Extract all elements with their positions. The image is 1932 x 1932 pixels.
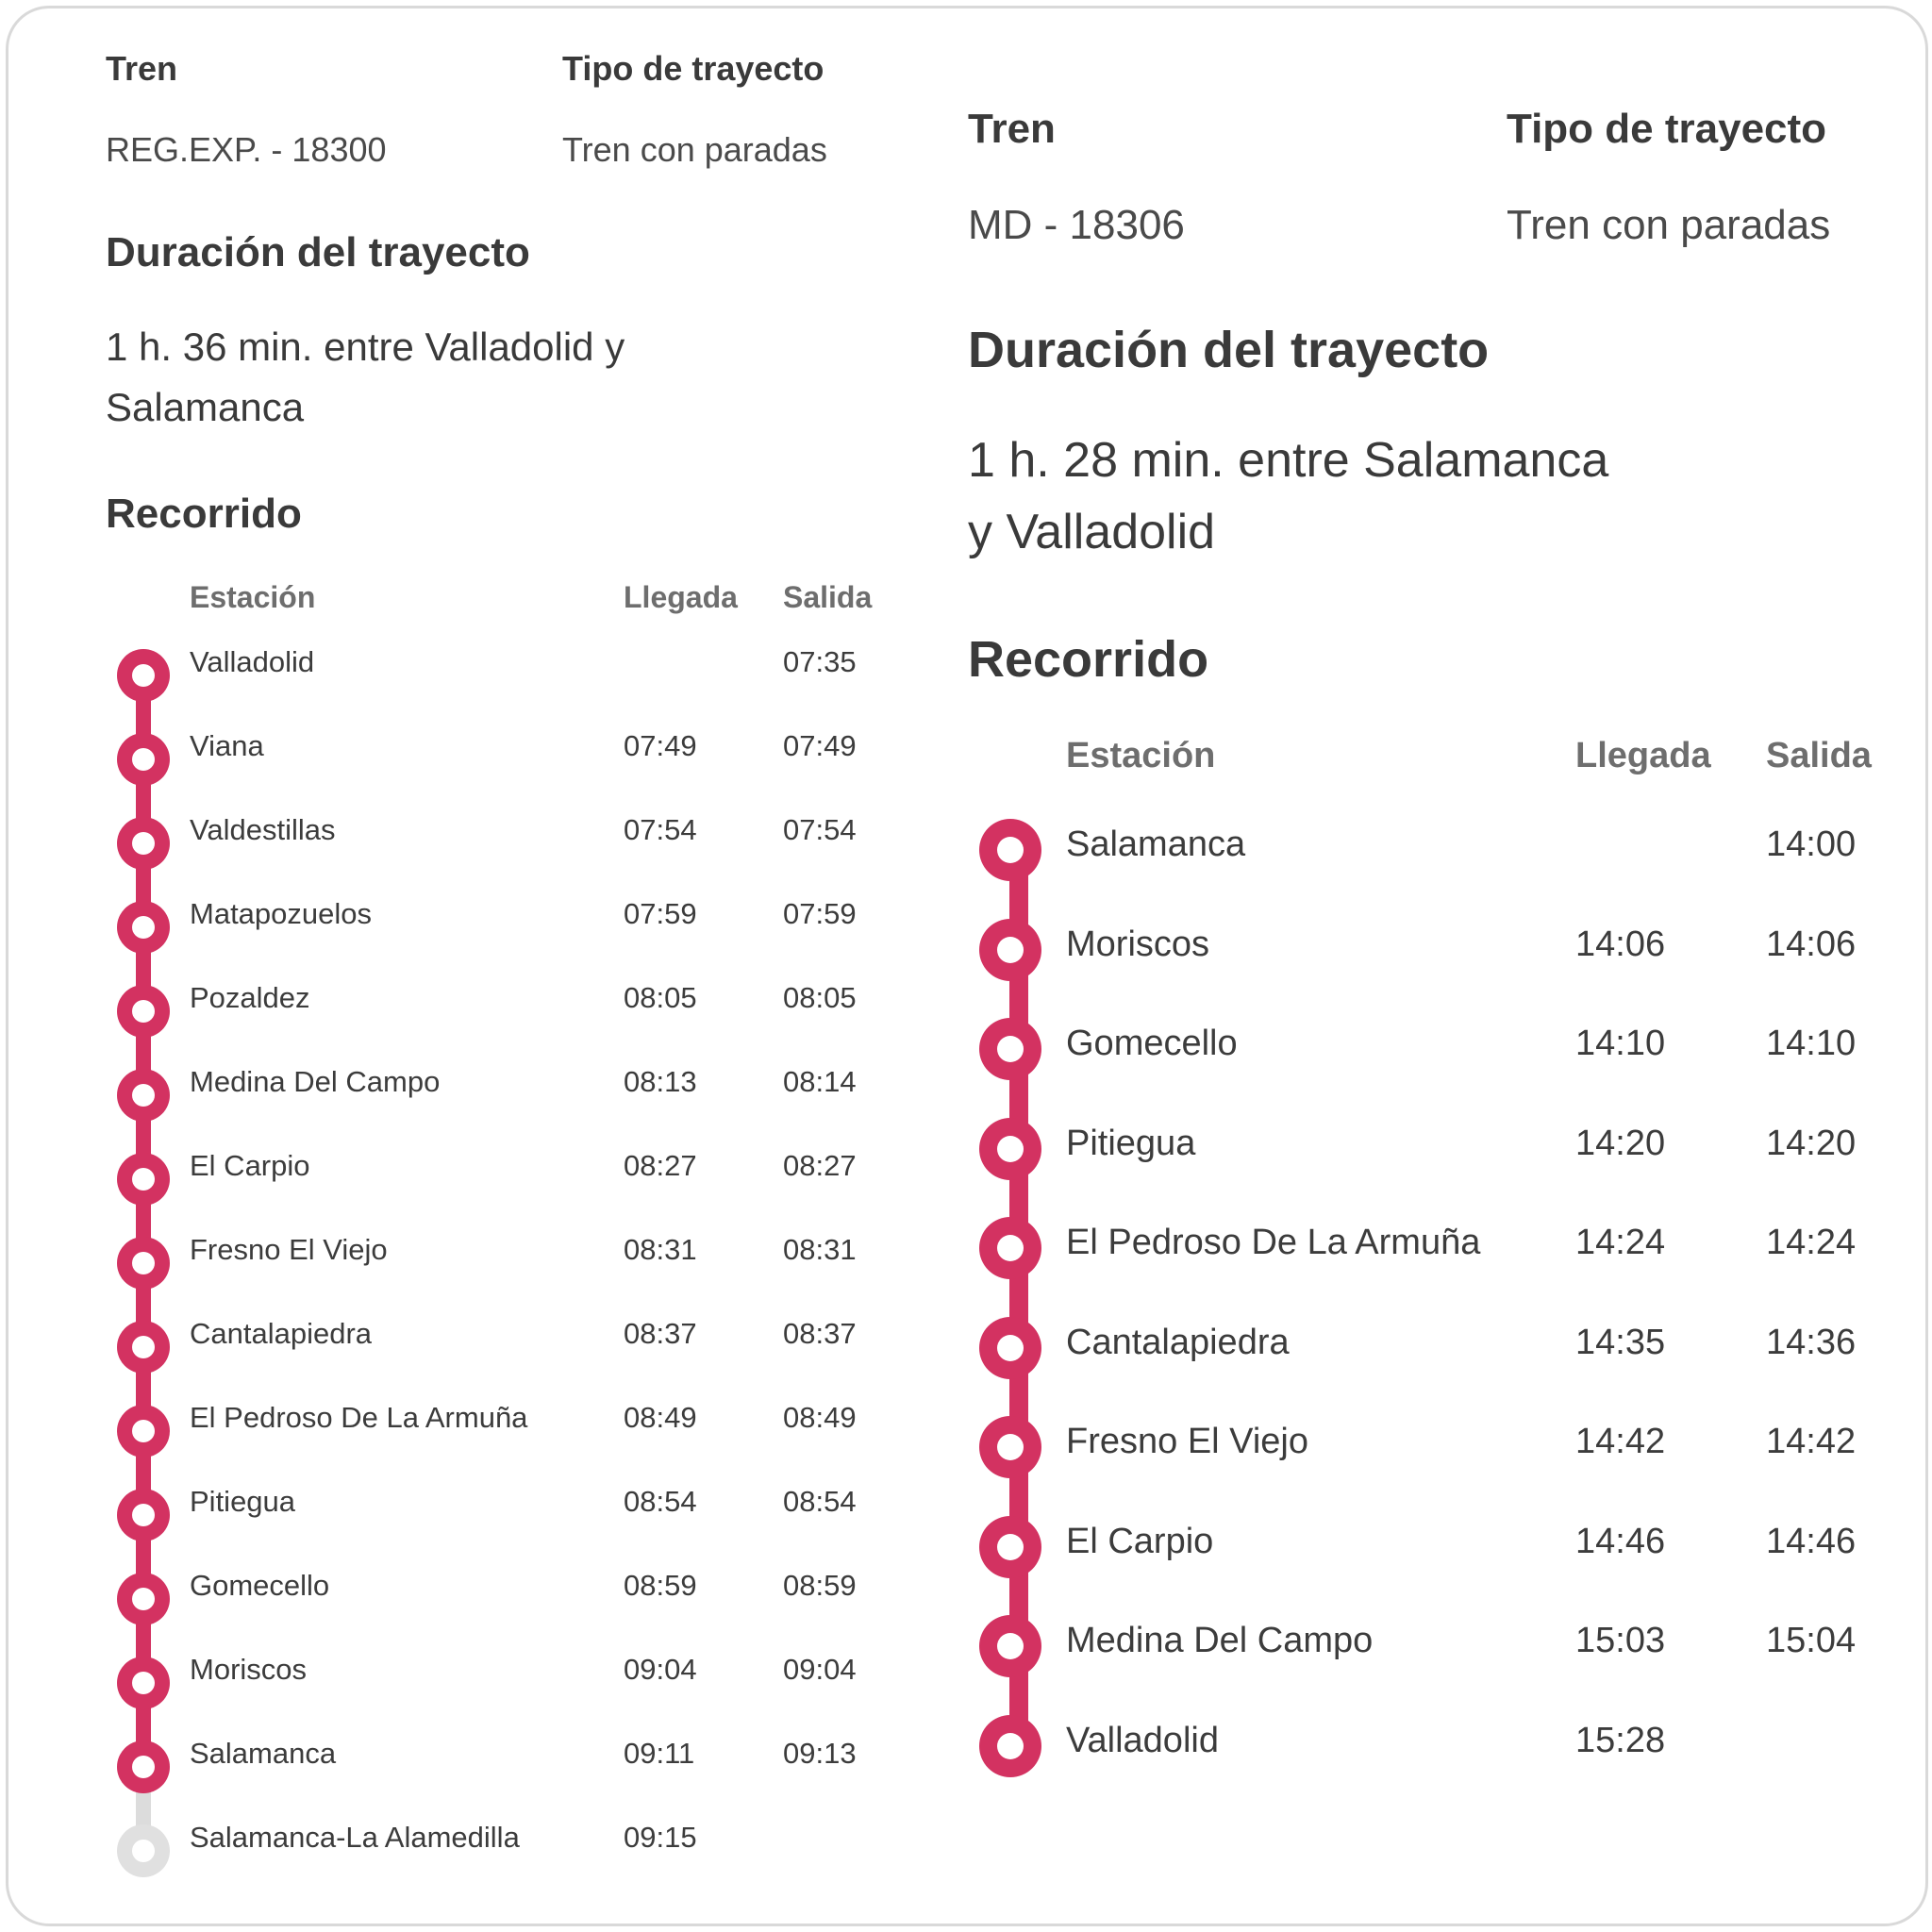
stop-row [0,966,953,1050]
station-name: El Pedroso De La Armuña [1066,1223,1481,1262]
departure-time: 15:04 [1766,1621,1857,1660]
stop-row [0,882,953,966]
station-name: El Pedroso De La Armuña [190,1401,528,1434]
stop-row [953,1198,1932,1298]
stop-marker-icon [117,901,170,954]
stop-row [953,1099,1932,1199]
stop-row [953,1397,1932,1497]
arrival-time: 09:04 [624,1653,697,1686]
stop-marker-icon [117,1237,170,1290]
departure-time: 08:14 [783,1065,857,1098]
route-type-label: Tipo de trayecto [1507,106,1827,152]
station-name: Gomecello [1066,1024,1238,1063]
duration-value: 1 h. 28 min. entre Salamanca y Valladolid [968,433,1609,559]
stop-row [0,714,953,798]
stop-marker-icon [979,1317,1041,1379]
column-header-station: Estación [190,580,316,614]
stop-marker-icon [117,1657,170,1709]
departure-time: 14:24 [1766,1223,1857,1262]
arrival-time: 07:54 [624,813,697,846]
stop-marker-icon [117,985,170,1038]
departure-time: 08:37 [783,1317,857,1350]
departure-time: 08:49 [783,1401,857,1434]
arrival-time: 07:59 [624,897,697,930]
stop-row [0,1302,953,1386]
departure-time: 08:31 [783,1233,857,1266]
arrival-time: 14:24 [1575,1223,1666,1262]
stops-list [0,630,953,1890]
train-panel-left [0,0,953,1924]
station-name: Pitiegua [1066,1123,1196,1163]
duration-heading: Duración del trayecto [106,229,530,275]
column-header-arrival: Llegada [1575,736,1711,775]
stops-list [953,800,1932,1795]
stop-row [0,1386,953,1470]
station-name: Fresno El Viejo [1066,1422,1308,1461]
stop-marker-icon [979,1118,1041,1180]
stop-row [0,1722,953,1806]
station-name: El Carpio [190,1149,310,1182]
departure-time: 08:59 [783,1569,857,1602]
stop-row [953,1696,1932,1796]
stop-row [953,900,1932,1000]
departure-time: 14:06 [1766,924,1857,964]
stop-row [0,630,953,714]
station-name: El Carpio [1066,1521,1214,1561]
stop-marker-icon [979,819,1041,881]
train-panel-right [953,0,1932,1924]
arrival-time: 08:05 [624,981,697,1014]
stop-marker-icon [979,1217,1041,1279]
route-heading: Recorrido [968,631,1209,688]
arrival-time: 14:46 [1575,1521,1666,1561]
departure-time: 07:59 [783,897,857,930]
arrival-time: 14:06 [1575,924,1666,964]
stop-marker-icon [117,1573,170,1625]
arrival-time: 09:15 [624,1821,697,1854]
stop-marker-icon [117,817,170,870]
station-name: Salamanca [1066,824,1246,864]
stop-row [0,1218,953,1302]
station-name: Cantalapiedra [190,1317,373,1350]
arrival-time: 07:49 [624,729,697,762]
column-header-departure: Salida [783,580,873,614]
departure-time: 07:35 [783,645,857,678]
stop-marker-icon [979,1018,1041,1080]
departure-time: 08:05 [783,981,857,1014]
stop-marker-icon [979,919,1041,981]
arrival-time: 14:35 [1575,1322,1666,1362]
stop-marker-icon [979,1516,1041,1578]
station-name: Moriscos [190,1653,308,1686]
station-name: Valdestillas [190,813,336,846]
stop-row [953,1298,1932,1398]
arrival-time: 08:13 [624,1065,697,1098]
stop-row [0,1554,953,1638]
column-header-arrival: Llegada [624,580,738,614]
duration-heading: Duración del trayecto [968,322,1490,378]
arrival-time: 14:42 [1575,1422,1666,1461]
stop-row [953,1596,1932,1696]
train-number: MD - 18306 [968,202,1185,248]
route-heading: Recorrido [106,491,302,537]
station-name: Fresno El Viejo [190,1233,388,1266]
stop-row [953,1497,1932,1597]
departure-time: 14:00 [1766,824,1857,864]
arrival-time: 15:03 [1575,1621,1666,1660]
station-name: Cantalapiedra [1066,1322,1290,1362]
station-name: Pozaldez [190,981,310,1014]
arrival-time: 08:54 [624,1485,697,1518]
train-number: REG.EXP. - 18300 [106,130,387,169]
departure-time: 09:13 [783,1737,857,1770]
stop-marker-icon [979,1615,1041,1677]
arrival-time: 08:59 [624,1569,697,1602]
stop-marker-icon [117,1321,170,1374]
station-name: Moriscos [1066,924,1210,964]
station-name: Medina Del Campo [190,1065,441,1098]
duration-value: 1 h. 36 min. entre Valladolid y Salamanca [106,325,625,429]
departure-time: 14:42 [1766,1422,1857,1461]
stop-marker-icon [979,1416,1041,1478]
stop-row [0,1638,953,1722]
stop-row [0,1134,953,1218]
station-name: Valladolid [190,645,315,678]
departure-time: 08:54 [783,1485,857,1518]
stop-marker-icon [117,1824,170,1877]
stop-row [0,1470,953,1554]
station-name: Valladolid [1066,1720,1219,1760]
stop-row [953,999,1932,1099]
arrival-time: 08:37 [624,1317,697,1350]
departure-time: 09:04 [783,1653,857,1686]
stop-marker-icon [117,649,170,702]
departure-time: 14:10 [1766,1024,1857,1063]
stop-marker-icon [117,1069,170,1122]
departure-time: 14:36 [1766,1322,1857,1362]
departure-time: 07:54 [783,813,857,846]
station-name: Viana [190,729,264,762]
station-name: Pitiegua [190,1485,296,1518]
column-header-station: Estación [1066,736,1216,775]
route-type-value: Tren con paradas [1507,202,1831,248]
stop-row [0,798,953,882]
stop-marker-icon [117,1153,170,1206]
stop-marker-icon [117,1489,170,1541]
route-type-value: Tren con paradas [562,130,827,169]
station-name: Medina Del Campo [1066,1621,1374,1660]
stop-row [953,800,1932,900]
station-name: Matapozuelos [190,897,373,930]
station-name: Salamanca [190,1737,337,1770]
arrival-time: 08:31 [624,1233,697,1266]
departure-time: 14:20 [1766,1123,1857,1163]
departure-time: 14:46 [1766,1521,1857,1561]
station-name: Gomecello [190,1569,330,1602]
stop-marker-icon [979,1715,1041,1777]
arrival-time: 14:20 [1575,1123,1666,1163]
arrival-time: 09:11 [624,1737,695,1770]
column-header-departure: Salida [1766,736,1872,775]
arrival-time: 08:49 [624,1401,697,1434]
arrival-time: 14:10 [1575,1024,1666,1063]
train-label: Tren [106,49,178,88]
stop-row [0,1050,953,1134]
stop-marker-icon [117,1405,170,1457]
station-name: Salamanca-La Alamedilla [190,1821,520,1854]
departure-time: 08:27 [783,1149,857,1182]
arrival-time: 08:27 [624,1149,697,1182]
stop-marker-icon [117,733,170,786]
route-type-label: Tipo de trayecto [562,49,824,88]
train-label: Tren [968,106,1056,152]
departure-time: 07:49 [783,729,857,762]
stop-row [0,1806,953,1890]
stop-marker-icon [117,1740,170,1793]
arrival-time: 15:28 [1575,1720,1666,1760]
